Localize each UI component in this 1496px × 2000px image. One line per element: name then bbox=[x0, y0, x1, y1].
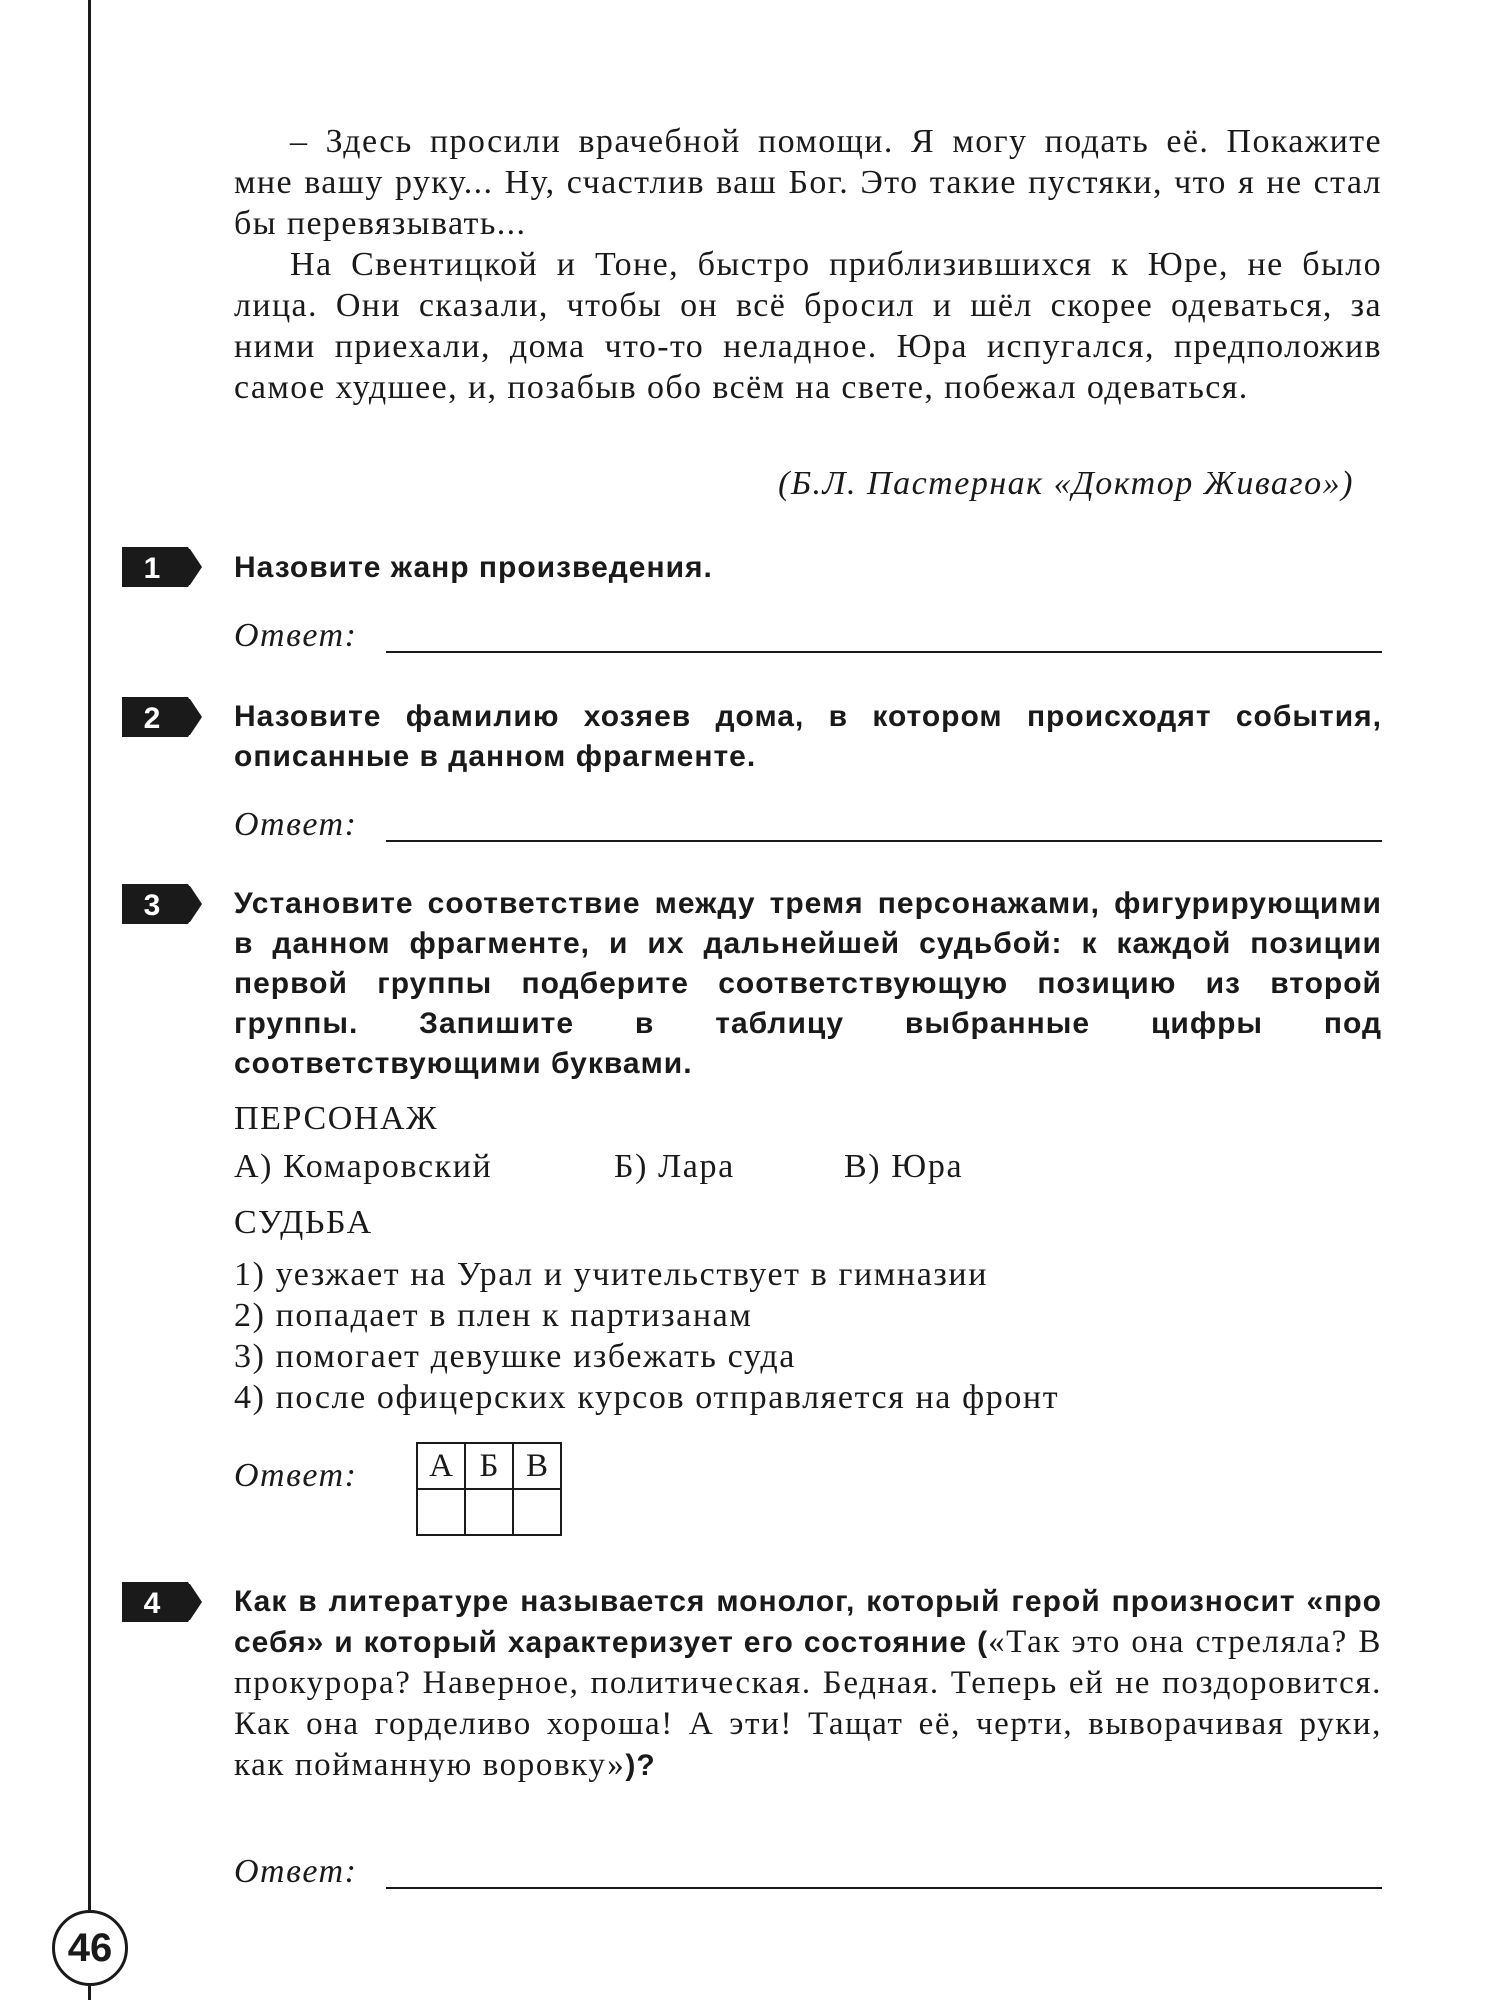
answer-label: Ответ: bbox=[234, 1853, 358, 1890]
fate-option-2: 2) попадает в плен к партизанам bbox=[234, 1297, 753, 1334]
fates-heading: СУДЬБА bbox=[234, 1204, 373, 1241]
characters-heading: ПЕРСОНАЖ bbox=[234, 1100, 439, 1137]
table-header-a: А bbox=[417, 1443, 465, 1489]
answer-cell-b[interactable] bbox=[465, 1489, 513, 1535]
answer-table bbox=[416, 1442, 562, 1536]
question-4-end: )? bbox=[625, 1749, 656, 1782]
excerpt bbox=[234, 121, 1382, 408]
badge-number: 4 bbox=[143, 1587, 161, 1620]
answer-line-1[interactable] bbox=[386, 651, 1382, 653]
answer-row-3 bbox=[234, 1457, 434, 1501]
question-badge-2 bbox=[122, 695, 204, 739]
excerpt-paragraph: – Здесь просили врачебной помощи. Я могу подать её. Покажите мне вашу руку... Ну, счастлив ваш Бог. Это такие пустяки, что я не стал бы перевязывать... bbox=[234, 123, 1382, 242]
answer-row-4 bbox=[234, 1853, 1382, 1897]
answer-label: Ответ: bbox=[234, 617, 358, 654]
margin-line bbox=[88, 0, 91, 2000]
fates-list bbox=[234, 1254, 1059, 1418]
answer-cell-a[interactable] bbox=[417, 1489, 465, 1535]
fate-option-4: 4) после офицерских курсов отправляется на фронт bbox=[234, 1379, 1060, 1416]
answer-label: Ответ: bbox=[234, 806, 358, 843]
excerpt-source: (Б.Л. Пастернак «Доктор Живаго») bbox=[778, 465, 1354, 502]
fate-option-3: 3) помогает девушке избежать суда bbox=[234, 1338, 796, 1375]
answer-row-2 bbox=[234, 806, 1382, 850]
badge-number: 3 bbox=[143, 889, 161, 922]
question-2-text: Назовите фамилию хозяев дома, в котором происходят события, описанные в данном фрагменте. bbox=[234, 700, 1382, 773]
answer-cell-c[interactable] bbox=[513, 1489, 561, 1535]
answer-label: Ответ: bbox=[234, 1457, 358, 1494]
question-badge-1 bbox=[122, 545, 204, 589]
character-option-b: Б) Лара bbox=[614, 1148, 735, 1185]
question-badge-4 bbox=[122, 1580, 204, 1624]
excerpt-paragraph: На Свентицкой и Тоне, быстро приблизившихся к Юре, не было лица. Они сказали, чтобы он всё бросил и шёл скорее одеваться, за ними приехали, дома что-то неладное. Юра испугался, предположив самое худшее, и, позабыв обо всём на свете, побежал одеваться. bbox=[234, 246, 1382, 406]
badge-number: 2 bbox=[143, 702, 161, 735]
question-1-text: Назовите жанр произведения. bbox=[234, 551, 713, 584]
table-header-b: Б bbox=[465, 1443, 513, 1489]
fate-option-1: 1) уезжает на Урал и учительствует в гимназии bbox=[234, 1256, 989, 1293]
answer-row-1 bbox=[234, 617, 1382, 661]
question-4-quote: «Так это она стреляла? В прокурора? Наверное, политическая. Бедная. Теперь ей не поздоровится. Как она горделиво хороша! А эти! Тащат её, черти, выворачивая руки, как пойманную воровку» bbox=[234, 1624, 1382, 1783]
page-number: 46 bbox=[52, 1910, 128, 1986]
question-badge-3 bbox=[122, 882, 204, 926]
question-3-text: Установите соответствие между тремя персонажами, фигурирующими в данном фрагменте, и их дальнейшей судьбой: к каждой позиции первой группы подберите соответствующую позицию из второй группы. Запишите в таблицу выбранные цифры под соответствующими буквами. bbox=[234, 887, 1382, 1080]
badge-number: 1 bbox=[143, 552, 161, 585]
table-header-c: В bbox=[513, 1443, 561, 1489]
answer-line-4[interactable] bbox=[386, 1887, 1382, 1889]
answer-line-2[interactable] bbox=[386, 840, 1382, 842]
character-option-c: В) Юра bbox=[844, 1148, 964, 1185]
question-4-prompt: Как в литературе называется монолог, который герой произносит «про себя» и который характеризует его состояние ( bbox=[234, 1585, 1382, 1659]
question-4-text bbox=[234, 1582, 1382, 1786]
character-option-a: А) Комаровский bbox=[234, 1148, 493, 1185]
